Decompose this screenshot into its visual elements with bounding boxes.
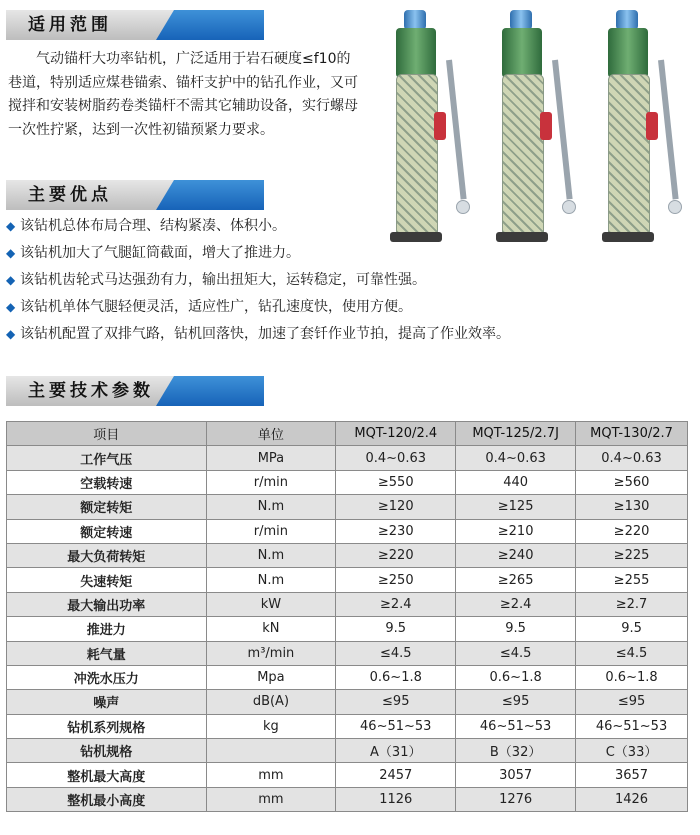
table-cell-name: 整机最大高度 bbox=[7, 763, 207, 787]
table-cell-name: 推进力 bbox=[7, 617, 207, 641]
column-header: MQT-125/2.7J bbox=[456, 422, 576, 446]
table-cell: 1276 bbox=[456, 787, 576, 811]
table-cell: N.m bbox=[206, 568, 336, 592]
table-cell: 0.4~0.63 bbox=[336, 446, 456, 470]
table-cell-name: 噪声 bbox=[7, 690, 207, 714]
drill-image-1 bbox=[386, 4, 486, 244]
table-cell: Mpa bbox=[206, 665, 336, 689]
table-cell: ≥220 bbox=[336, 543, 456, 567]
table-row bbox=[7, 568, 688, 592]
table-row bbox=[7, 665, 688, 689]
diamond-bullet-icon: ◆ bbox=[6, 300, 16, 314]
list-item: ◆ 该钻机配置了双排气路，钻机回落快，加速了套钎作业节拍，提高了作业效率。 bbox=[6, 321, 626, 348]
table-cell: mm bbox=[206, 787, 336, 811]
table-row bbox=[7, 470, 688, 494]
table-cell: 0.4~0.63 bbox=[456, 446, 576, 470]
table-row bbox=[7, 592, 688, 616]
table-row bbox=[7, 446, 688, 470]
column-header: MQT-120/2.4 bbox=[336, 422, 456, 446]
table-cell-name: 空载转速 bbox=[7, 470, 207, 494]
table-row bbox=[7, 617, 688, 641]
table-cell: mm bbox=[206, 763, 336, 787]
list-item: ◆ 该钻机齿轮式马达强劲有力，输出扭矩大，运转稳定，可靠性强。 bbox=[6, 267, 626, 294]
list-item: ◆ 该钻机加大了气腿缸筒截面，增大了推进力。 bbox=[6, 240, 626, 267]
section-header-advantages bbox=[6, 180, 264, 210]
table-cell: MPa bbox=[206, 446, 336, 470]
table-cell: A（31） bbox=[336, 739, 456, 763]
list-item: ◆ 该钻机单体气腿轻便灵活，适应性广，钻孔速度快，使用方便。 bbox=[6, 294, 626, 321]
table-cell-name: 最大输出功率 bbox=[7, 592, 207, 616]
table-cell: ≥130 bbox=[576, 495, 688, 519]
table-row bbox=[7, 641, 688, 665]
table-cell: ≥265 bbox=[456, 568, 576, 592]
table-cell: ≥250 bbox=[336, 568, 456, 592]
drill-image-2 bbox=[492, 4, 592, 244]
table-cell-name: 整机最小高度 bbox=[7, 787, 207, 811]
table-cell: dB(A) bbox=[206, 690, 336, 714]
advantages-list bbox=[6, 213, 626, 348]
table-cell: kN bbox=[206, 617, 336, 641]
table-cell: ≤95 bbox=[456, 690, 576, 714]
table-cell: ≤4.5 bbox=[456, 641, 576, 665]
table-cell: 1126 bbox=[336, 787, 456, 811]
table-row bbox=[7, 519, 688, 543]
table-row bbox=[7, 739, 688, 763]
table-cell: ≤4.5 bbox=[576, 641, 688, 665]
table-cell: r/min bbox=[206, 519, 336, 543]
product-images bbox=[380, 4, 696, 244]
table-cell: ≥240 bbox=[456, 543, 576, 567]
drill-image-3 bbox=[598, 4, 698, 244]
table-cell-name: 最大负荷转矩 bbox=[7, 543, 207, 567]
scope-paragraph: 气动锚杆大功率钻机，广泛适用于岩石硬度≤f10的巷道，特别适应煤巷锚索、锚杆支护中的钻孔作业，又可搅拌和安装树脂药卷类锚杆不需其它辅助设备，实行螺母一次性拧紧，达到一次性初锚预紧力要求。 bbox=[8, 51, 358, 138]
table-cell: ≥550 bbox=[336, 470, 456, 494]
table-cell: m³/min bbox=[206, 641, 336, 665]
table-cell: ≥2.7 bbox=[576, 592, 688, 616]
section-title-params: 主要技术参数 bbox=[28, 381, 154, 401]
table-cell: 0.6~1.8 bbox=[456, 665, 576, 689]
table-cell: r/min bbox=[206, 470, 336, 494]
table-cell: ≥225 bbox=[576, 543, 688, 567]
table-row bbox=[7, 543, 688, 567]
table-cell-name: 工作气压 bbox=[7, 446, 207, 470]
table-cell: 46~51~53 bbox=[576, 714, 688, 738]
table-cell-name: 失速转矩 bbox=[7, 568, 207, 592]
table-cell: kg bbox=[206, 714, 336, 738]
table-cell: ≥2.4 bbox=[456, 592, 576, 616]
diamond-bullet-icon: ◆ bbox=[6, 219, 16, 233]
diamond-bullet-icon: ◆ bbox=[6, 246, 16, 260]
table-cell: 2457 bbox=[336, 763, 456, 787]
table-cell: 9.5 bbox=[456, 617, 576, 641]
table-row bbox=[7, 714, 688, 738]
table-cell: N.m bbox=[206, 495, 336, 519]
table-cell: ≥220 bbox=[576, 519, 688, 543]
table-header-row bbox=[7, 422, 688, 446]
table-cell: 9.5 bbox=[576, 617, 688, 641]
table-cell: ≤95 bbox=[336, 690, 456, 714]
table-cell: 3657 bbox=[576, 763, 688, 787]
table-cell: B（32） bbox=[456, 739, 576, 763]
table-cell: ≥2.4 bbox=[336, 592, 456, 616]
table-cell: N.m bbox=[206, 543, 336, 567]
table-cell: 0.6~1.8 bbox=[576, 665, 688, 689]
table-cell bbox=[206, 739, 336, 763]
section-header-params bbox=[6, 376, 264, 406]
column-header: MQT-130/2.7 bbox=[576, 422, 688, 446]
table-cell: ≤4.5 bbox=[336, 641, 456, 665]
section-title-advantages: 主要优点 bbox=[28, 185, 112, 205]
table-cell: ≥210 bbox=[456, 519, 576, 543]
table-cell: 440 bbox=[456, 470, 576, 494]
diamond-bullet-icon: ◆ bbox=[6, 273, 16, 287]
table-cell-name: 钻机规格 bbox=[7, 739, 207, 763]
spec-table bbox=[6, 421, 688, 812]
table-cell-name: 额定转矩 bbox=[7, 495, 207, 519]
table-cell: ≥120 bbox=[336, 495, 456, 519]
table-cell-name: 钻机系列规格 bbox=[7, 714, 207, 738]
section-header-scope bbox=[6, 10, 264, 40]
table-row bbox=[7, 763, 688, 787]
table-cell: kW bbox=[206, 592, 336, 616]
table-cell: 3057 bbox=[456, 763, 576, 787]
section-title-scope: 适用范围 bbox=[28, 15, 112, 35]
table-cell: 1426 bbox=[576, 787, 688, 811]
list-item: ◆ 该钻机总体布局合理、结构紧凑、体积小。 bbox=[6, 213, 626, 240]
table-cell: ≤95 bbox=[576, 690, 688, 714]
column-header: 项目 bbox=[7, 422, 207, 446]
table-cell: 9.5 bbox=[336, 617, 456, 641]
table-cell: 46~51~53 bbox=[456, 714, 576, 738]
diamond-bullet-icon: ◆ bbox=[6, 327, 16, 341]
table-row bbox=[7, 495, 688, 519]
table-cell-name: 冲洗水压力 bbox=[7, 665, 207, 689]
table-cell: 0.6~1.8 bbox=[336, 665, 456, 689]
table-cell: ≥560 bbox=[576, 470, 688, 494]
table-cell-name: 耗气量 bbox=[7, 641, 207, 665]
table-cell: ≥255 bbox=[576, 568, 688, 592]
table-cell: ≥125 bbox=[456, 495, 576, 519]
table-row bbox=[7, 787, 688, 811]
column-header: 单位 bbox=[206, 422, 336, 446]
table-cell-name: 额定转速 bbox=[7, 519, 207, 543]
table-cell: ≥230 bbox=[336, 519, 456, 543]
table-row bbox=[7, 690, 688, 714]
table-cell: 0.4~0.63 bbox=[576, 446, 688, 470]
table-cell: 46~51~53 bbox=[336, 714, 456, 738]
table-cell: C（33） bbox=[576, 739, 688, 763]
